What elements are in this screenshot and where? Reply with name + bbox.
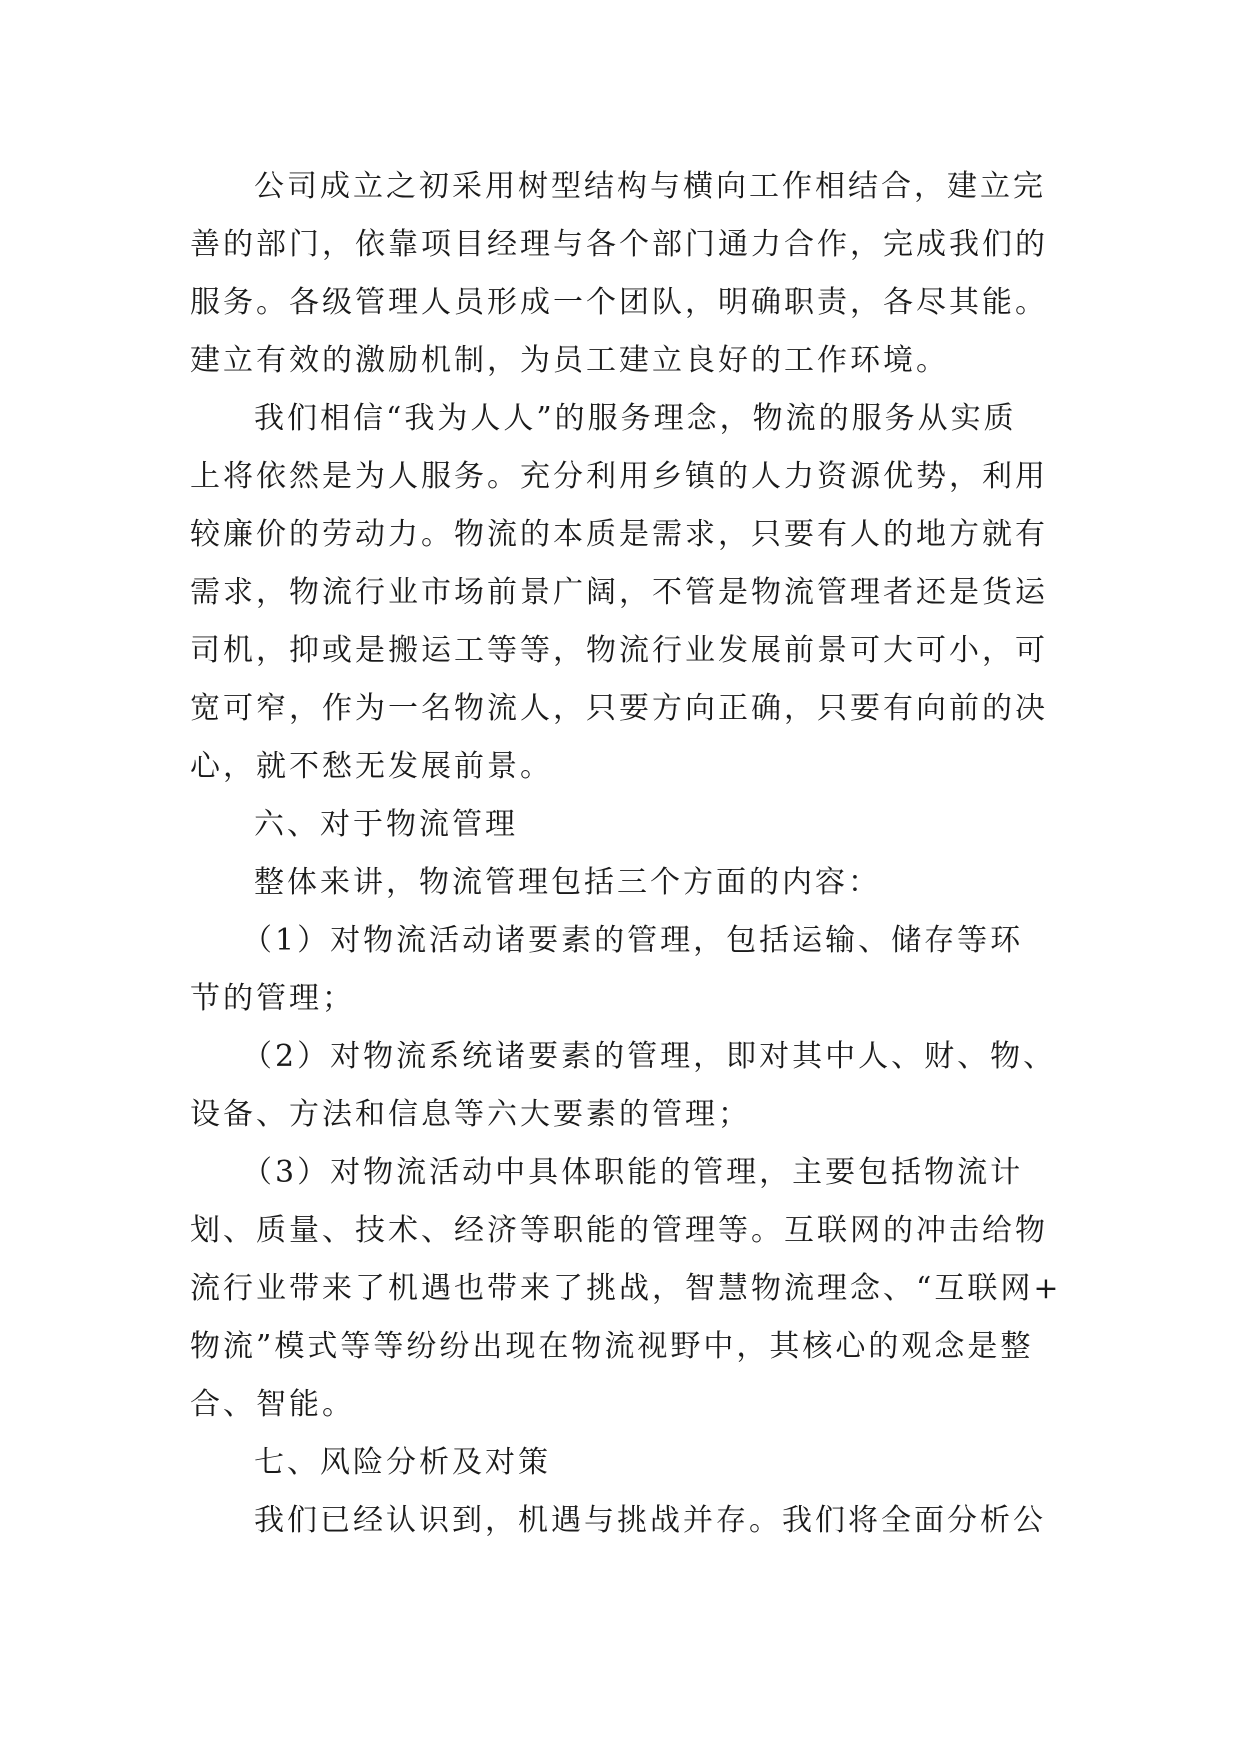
list-item-3-line-2: 划、质量、技术、经济等职能的管理等。互联网的冲击给物: [190, 1213, 1048, 1248]
paragraph-2-line-5: 司机，抑或是搬运工等等，物流行业发展前景可大可小，可: [190, 633, 1048, 668]
paragraph-4-line-1: 我们已经认识到，机遇与挑战并存。我们将全面分析公: [254, 1503, 1046, 1538]
list-item-3-line-3: 流行业带来了机遇也带来了挑战，智慧物流理念、“互联网+: [190, 1271, 1062, 1306]
list-item-1-line-2: 节的管理；: [190, 981, 355, 1016]
paragraph-2-line-6: 宽可窄，作为一名物流人，只要方向正确，只要有向前的决: [190, 691, 1048, 726]
paragraph-2-line-4: 需求，物流行业市场前景广阔，不管是物流管理者还是货运: [190, 575, 1048, 610]
paragraph-1-line-1: 公司成立之初采用树型结构与横向工作相结合，建立完: [254, 169, 1046, 204]
paragraph-1-line-4: 建立有效的激励机制，为员工建立良好的工作环境。: [190, 343, 949, 378]
paragraph-3-line-1: 整体来讲，物流管理包括三个方面的内容：: [254, 865, 881, 900]
paragraph-2-line-1: 我们相信“我为人人”的服务理念，物流的服务从实质: [254, 401, 1017, 436]
list-item-1-line-1: （1）对物流活动诸要素的管理，包括运输、储存等环: [242, 923, 1024, 958]
list-item-2-line-1: （2）对物流系统诸要素的管理，即对其中人、财、物、: [242, 1039, 1057, 1074]
paragraph-1-line-2: 善的部门，依靠项目经理与各个部门通力合作，完成我们的: [190, 227, 1048, 262]
list-item-3-line-5: 合、智能。: [190, 1387, 355, 1422]
document-body: [190, 158, 1070, 1550]
paragraph-2-line-3: 较廉价的劳动力。物流的本质是需求，只要有人的地方就有: [190, 517, 1048, 552]
list-item-2-line-2: 设备、方法和信息等六大要素的管理；: [190, 1097, 751, 1132]
paragraph-1-line-3: 服务。各级管理人员形成一个团队，明确职责，各尽其能。: [190, 285, 1048, 320]
list-item-3-line-4: 物流”模式等等纷纷出现在物流视野中，其核心的观念是整: [190, 1329, 1034, 1364]
list-item-3-line-1: （3）对物流活动中具体职能的管理，主要包括物流计: [242, 1155, 1024, 1190]
section-heading-7: 七、风险分析及对策: [254, 1445, 551, 1480]
paragraph-2-line-2: 上将依然是为人服务。充分利用乡镇的人力资源优势，利用: [190, 459, 1048, 494]
section-heading-6: 六、对于物流管理: [254, 807, 518, 842]
paragraph-2-line-7: 心，就不愁无发展前景。: [190, 749, 553, 784]
